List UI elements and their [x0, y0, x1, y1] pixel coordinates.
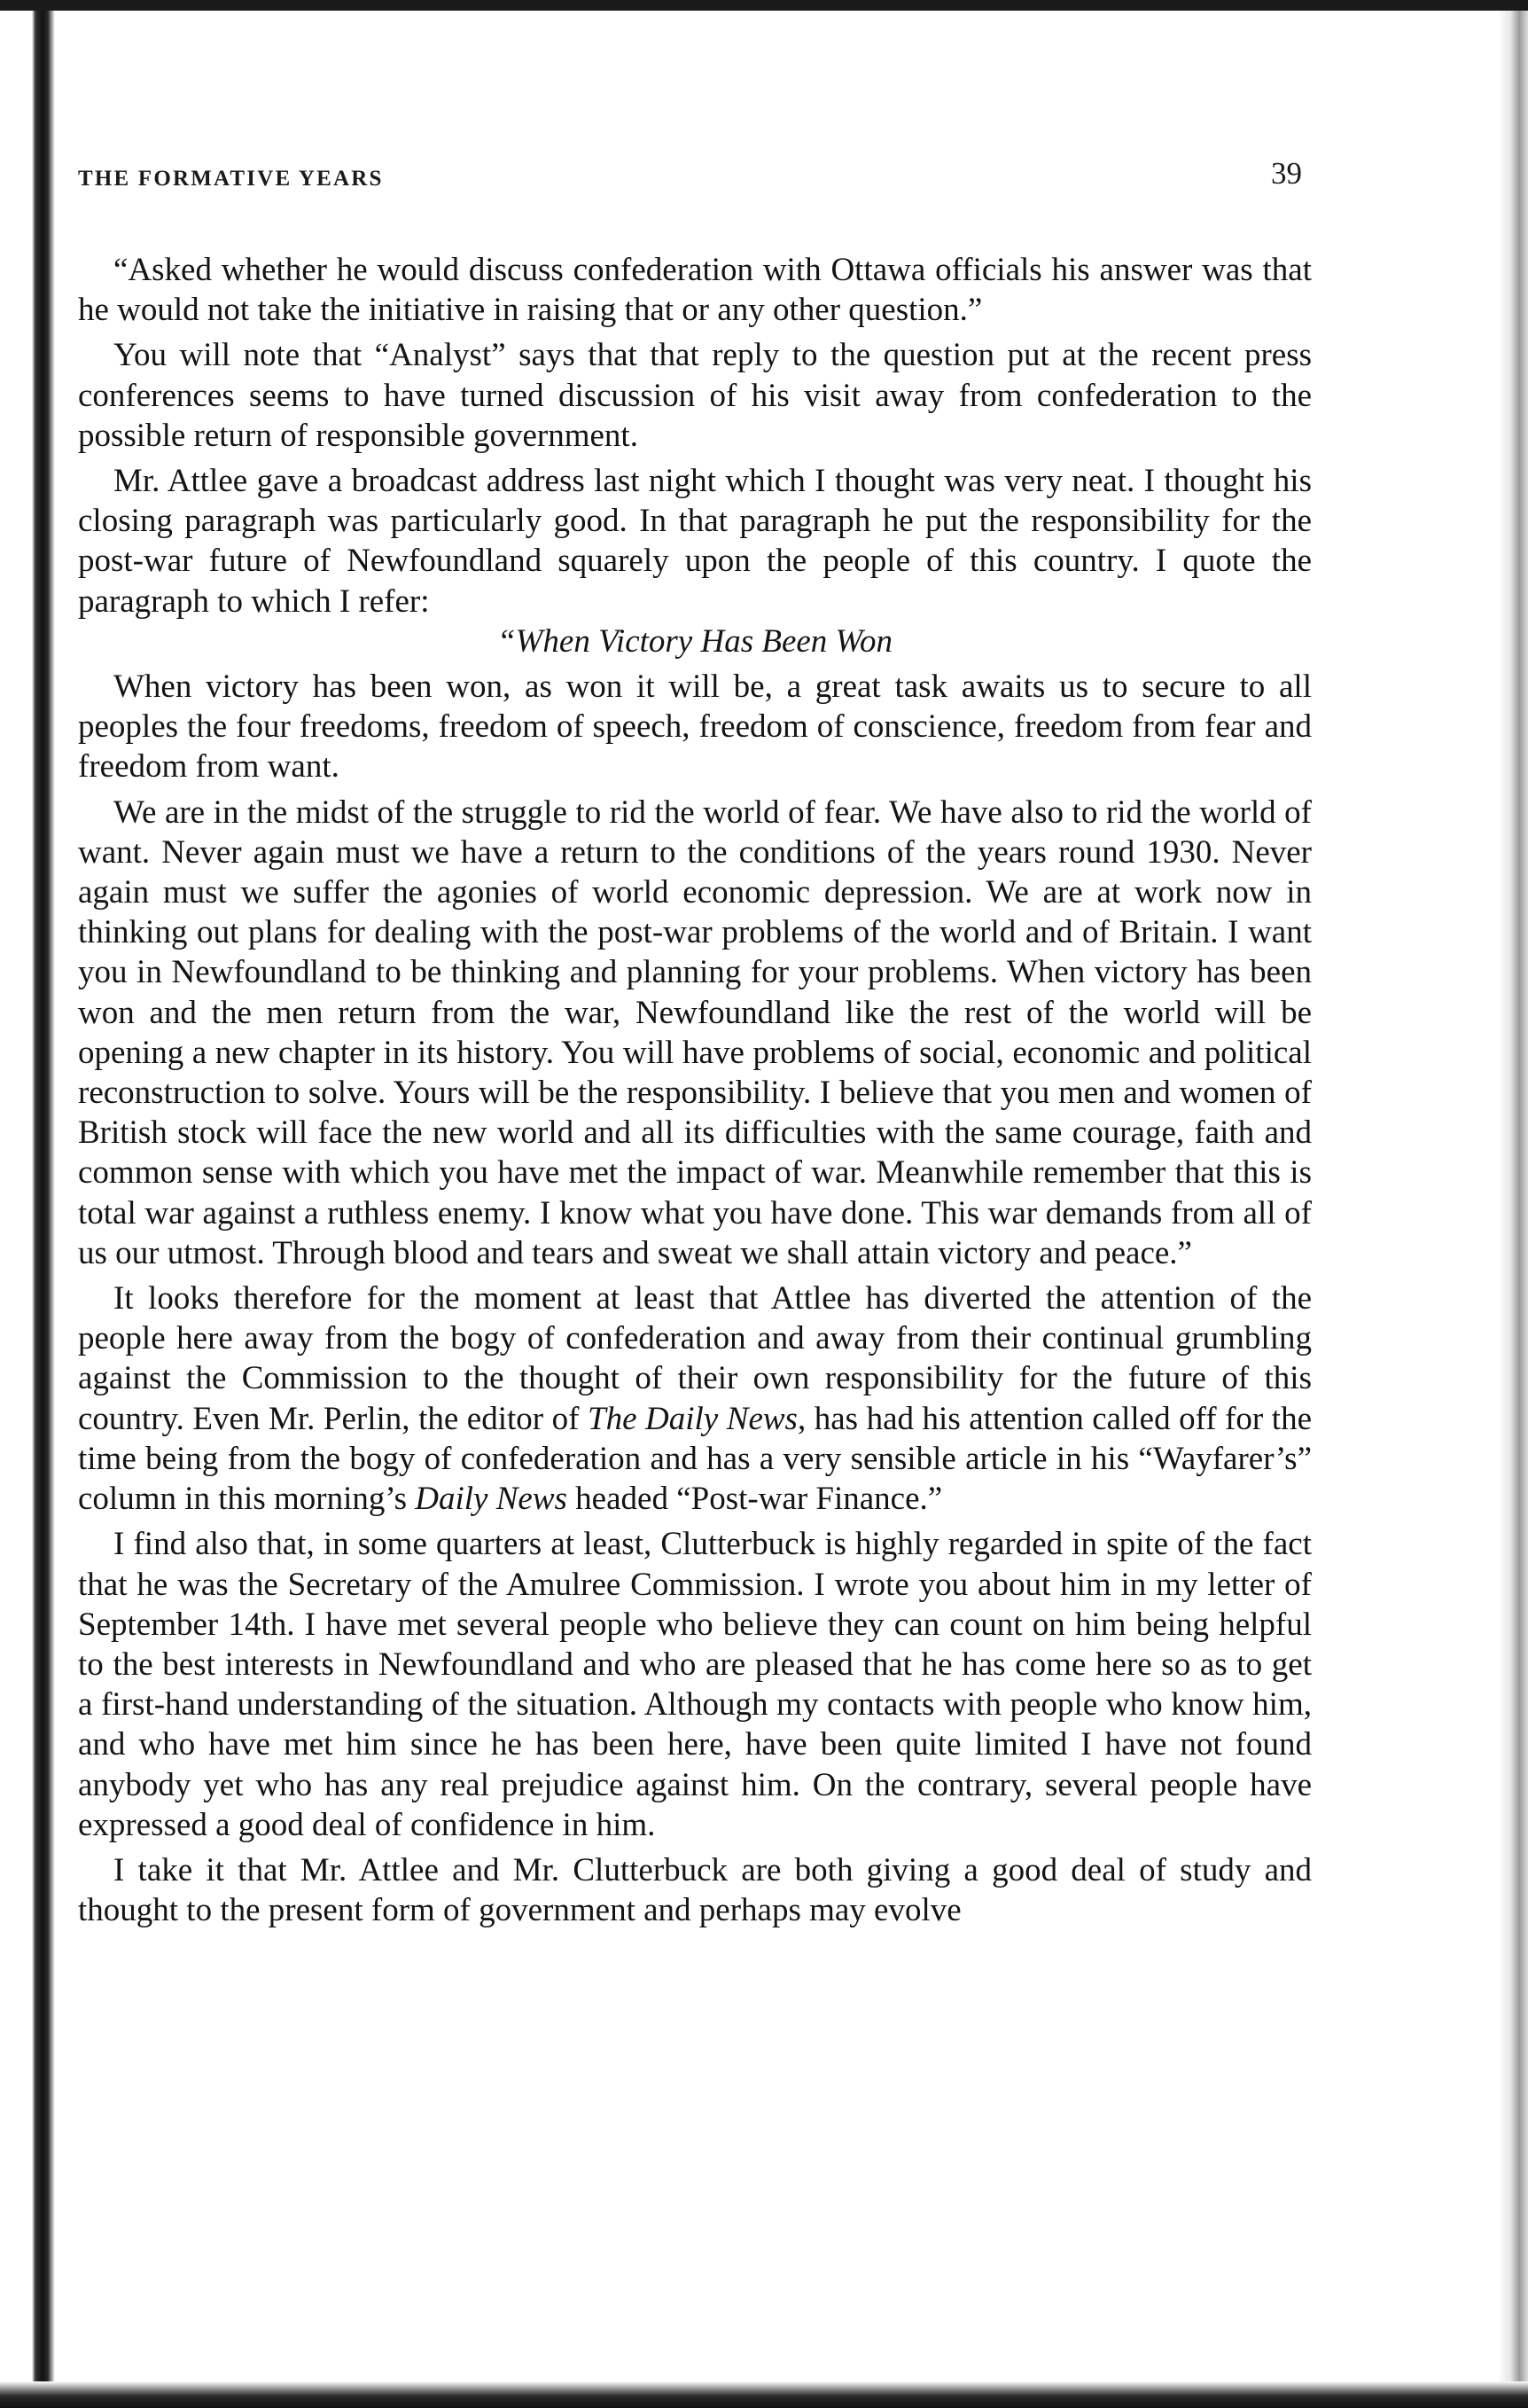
paragraph-5: We are in the midst of the struggle to rid the world of fear. We have also to rid the world of want. Never again must we have a return to the conditions of the years round 1930. Never again must we suffer the agonies of world economic depression. We are at work now in thinking out plans for dealing with the post-war problems of the world and of Britain. I want you in Newfoundland to be thinking and planning for your problems. When victory has been won and the men return from the war, Newfoundland like the rest of the world will be opening a new chapter in its history. You will have problems of social, economic and political reconstruction to solve. Yours will be the responsibility. I believe that you men and women of British stock will face the new world and all its difficulties with the same courage, faith and common sense with which you have met the impact of war. Meanwhile remember that this is total war against a ruthless enemy. I know what you have done. This war demands from all of us our utmost. Through blood and tears and sweat we shall attain victory and peace.”: [78, 794, 1312, 1271]
paragraph-6-part-a: It looks therefore for the moment at least that Attlee has diverted the attention of the people here away from the bogy of confederation and away from their continual grumbling against the Commission to the thought of their own responsibility for the future of this country. Even Mr. Perlin, the editor of: [78, 1280, 1312, 1437]
paragraph-6: [78, 1278, 1312, 1519]
running-header: THE FORMATIVE YEARS: [78, 167, 384, 191]
body-text: [78, 250, 1312, 1930]
page-number: 39: [1271, 156, 1302, 191]
paragraph-6-part-b: , has had his attention called off for the time being from the bogy of confederation and has a very sensible article in his “Wayfarer’s” column in this morning’s: [78, 1400, 1312, 1518]
quote-heading: “When Victory Has Been Won: [497, 622, 893, 660]
paragraph-7: I find also that, in some quarters at least, Clutterbuck is highly regarded in spite of the fact that he was the Secretary of the Amulree Commission. I wrote you about him in my letter of September 14th. I have met several people who believe they can count on him being helpful to the best interests in Newfoundland and who are pleased that he has come here so as to get a first-hand understanding of the situation. Although my contacts with people who know him, and who have met him since he has been here, have been quite limited I have not found anybody yet who has any real prejudice against him. On the contrary, several people have expressed a good deal of confidence in him.: [78, 1526, 1312, 1843]
paragraph-2: You will note that “Analyst” says that that reply to the question put at the recent press conferences seems to have turned discussion of his visit away from confederation to the possible return of responsible government.: [78, 337, 1312, 454]
newspaper-name-italic: Daily News: [415, 1481, 567, 1518]
paragraph-6-part-c: headed “Post-war Finance.”: [566, 1481, 943, 1518]
page-right-edge: [1498, 11, 1528, 2381]
paragraph-4: When victory has been won, as won it will be, a great task awaits us to secure to all peoples the four freedoms, freedom of speech, freedom of conscience, freedom from fear and freedom from want.: [78, 668, 1312, 786]
scan-top-edge: [0, 0, 1528, 11]
paragraph-1: “Asked whether he would discuss confederation with Ottawa officials his answer was that he would not take the initiative in raising that or any other question.”: [78, 252, 1312, 329]
scan-bottom-edge: [0, 2381, 1528, 2408]
paragraph-8: I take it that Mr. Attlee and Mr. Clutterbuck are both giving a good deal of study and thought to the present form of government and perhaps may evolve: [78, 1851, 1312, 1929]
book-binding-edge: [0, 11, 62, 2381]
paragraph-3: Mr. Attlee gave a broadcast address last night which I thought was very neat. I thought his closing paragraph was particularly good. In that paragraph he put the responsibility for the post-war future of Newfoundland squarely upon the people of this country. I quote the paragraph to which I refer:: [78, 463, 1312, 620]
newspaper-title-italic: The Daily News: [588, 1400, 798, 1437]
